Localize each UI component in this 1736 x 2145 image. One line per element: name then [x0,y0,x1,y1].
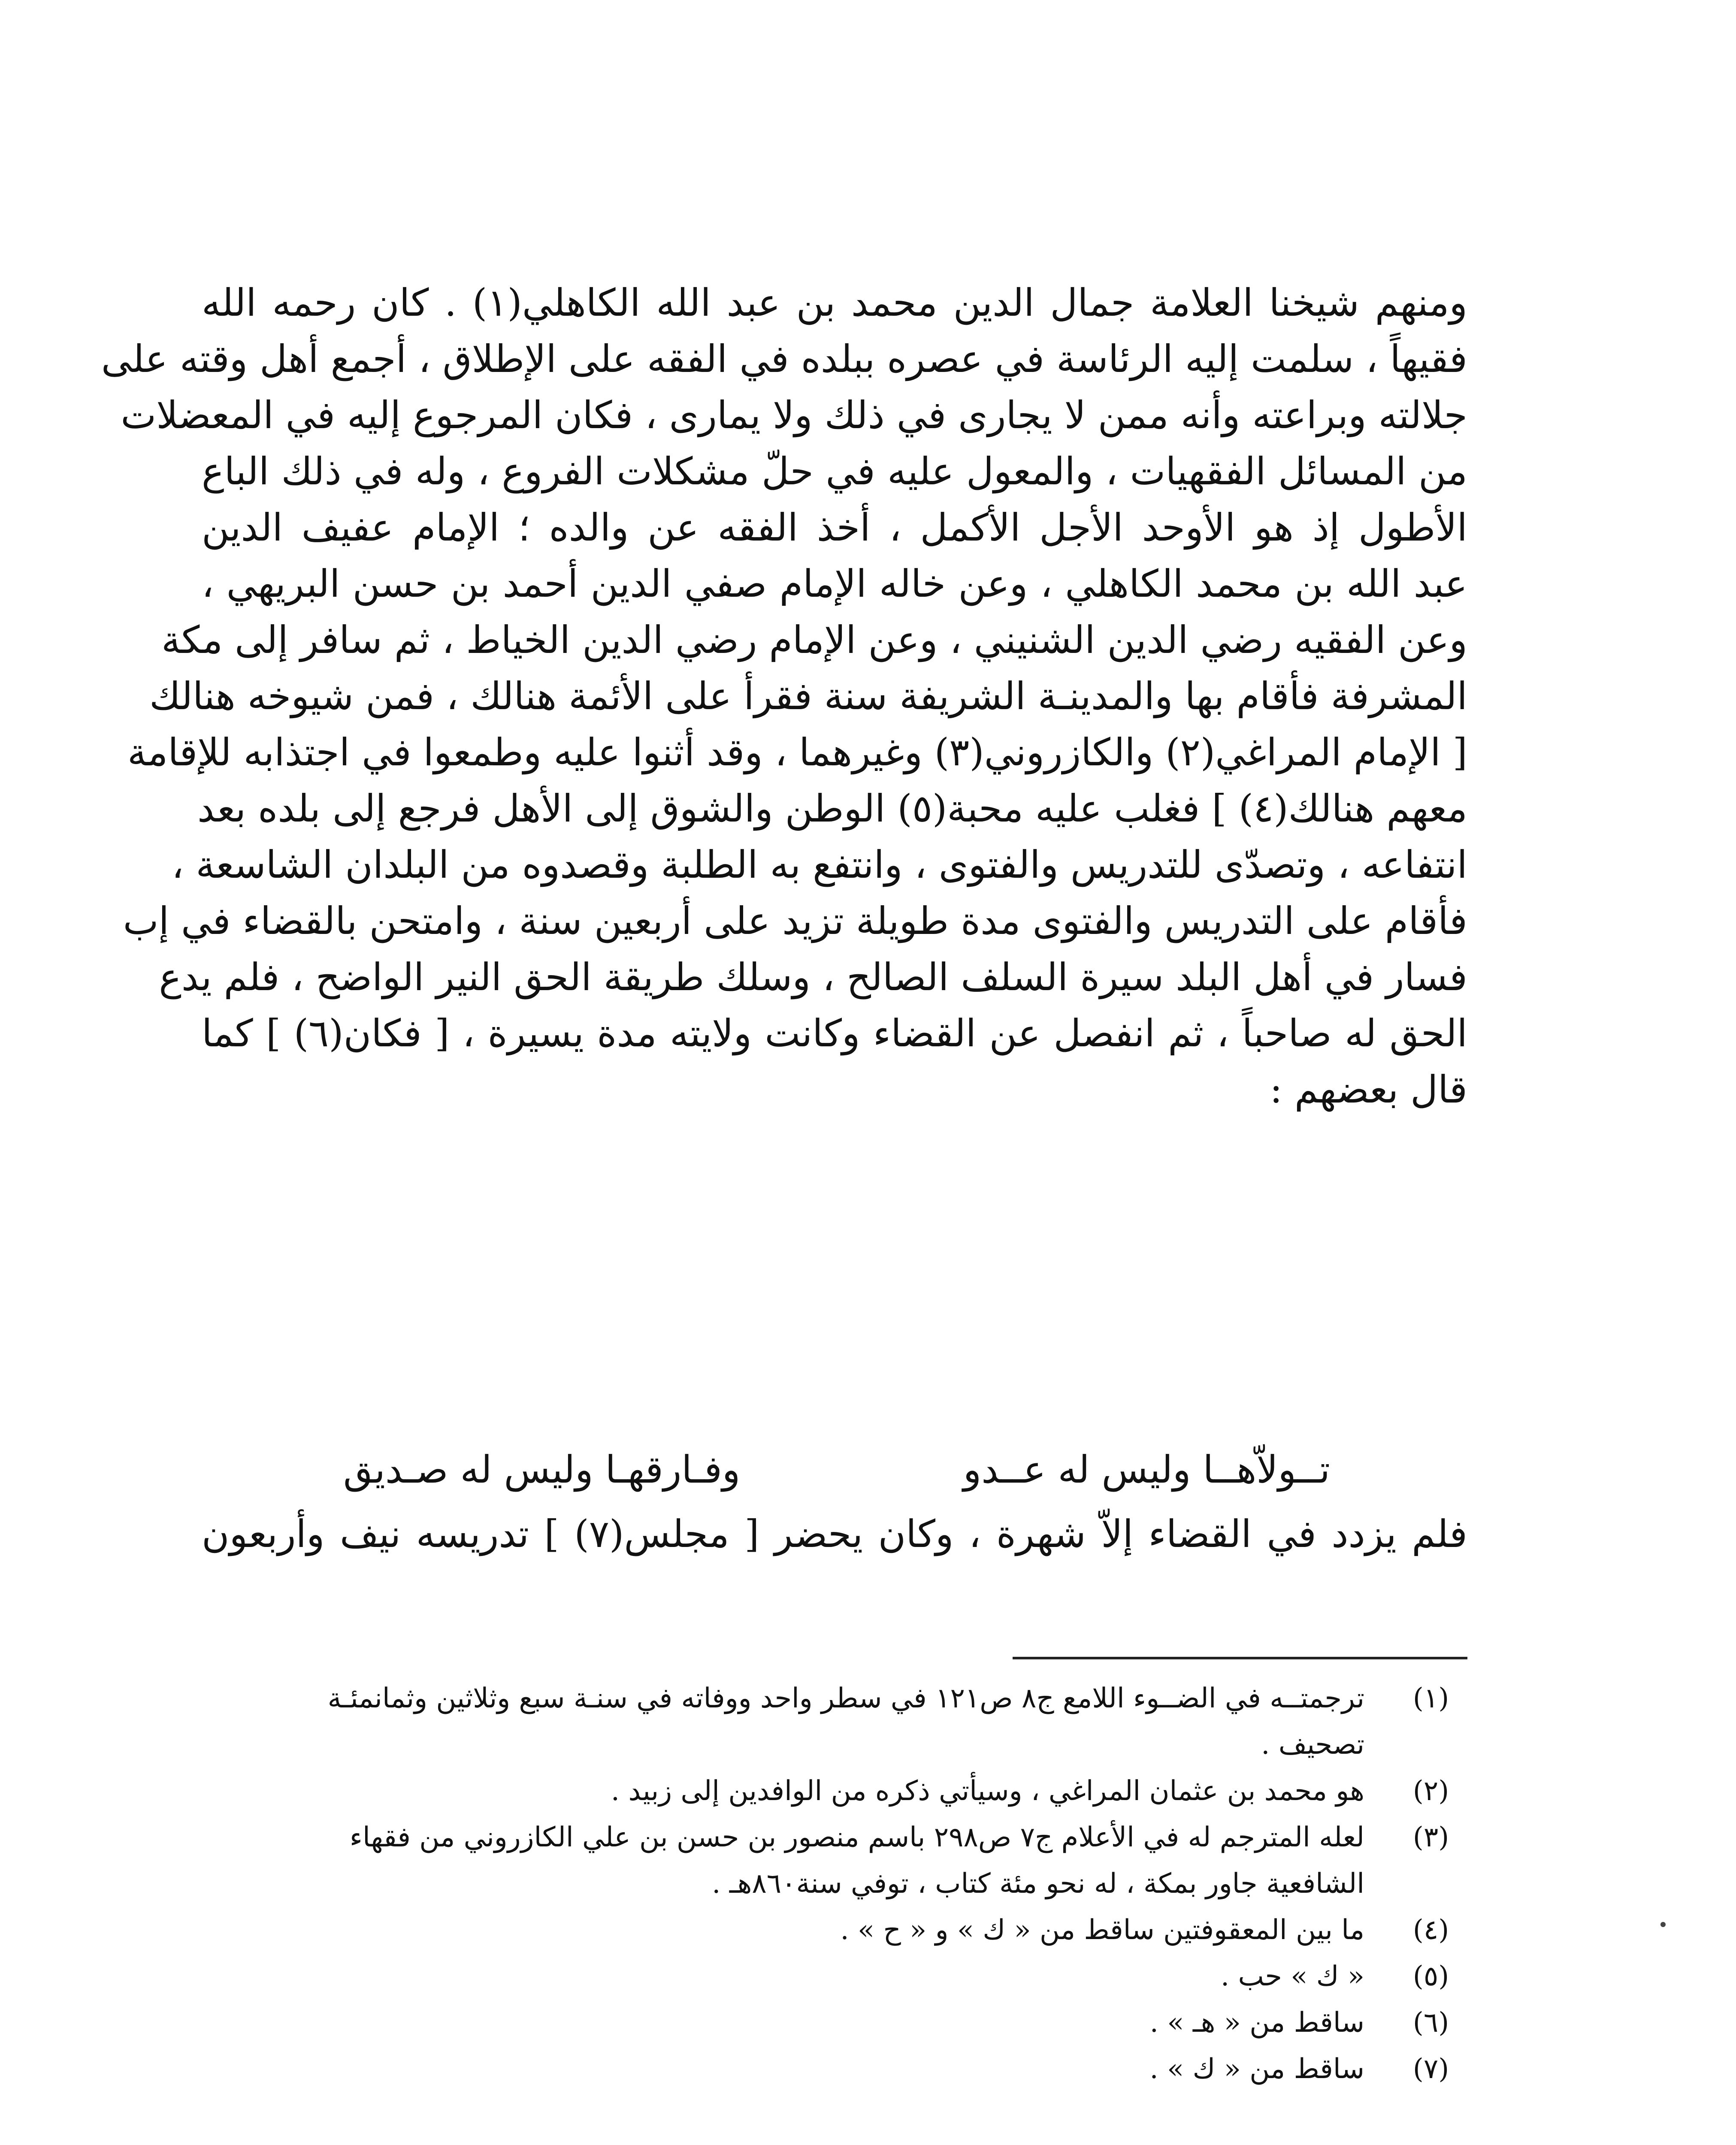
text-line-after-verse: فلم يزدد في القضاء إلاّ شهرة ، وكان يحضر [ مجلس(٧) ] تدريسه نيف وأربعون [202,1512,1467,1556]
footnote-text-continued: تصحيف . [1261,1729,1364,1761]
footnote-text: ترجمتــه في الضــوء اللامع ج٨ ص١٢١ في سطر واحد ووفاته في سنـة سبع وثلاثين وثمانمئـة [327,1683,1364,1714]
text-line: فسار في أهل البلد سيرة السلف الصالح ، وسلك طريقة الحق النير الواضح ، فلم يدع [159,955,1467,999]
text-line: انتفاعه ، وتصدّى للتدريس والفتوى ، وانتفع به الطلبة وقصدوه من البلدان الشاسعة ، [171,843,1467,887]
footnote-number: (٧) [1412,2053,1449,2085]
footnote-text-continued: الشافعية جاور بمكة ، له نحو مئة كتاب ، توفي سنة٨٦٠هـ . [712,1868,1364,1900]
footnote-number: (٥) [1412,1961,1449,1992]
main-text-block [101,275,1467,1118]
verse-first-hemistich: تــولاّهــا وليس له عــدو [963,1447,1330,1492]
text-line: وعن الفقيه رضي الدين الشنيني ، وعن الإمام رضي الدين الخياط ، ثم سافر إلى مكة [161,618,1467,662]
poetry-verse [343,1441,1330,1498]
footnote [202,1814,1467,1907]
footnote-number: (١) [1412,1683,1449,1714]
footnote-text: « ك » حب . [1220,1961,1364,1992]
text-line: معهم هنالك(٤) ] فغلب عليه محبة(٥) الوطن والشوق إلى الأهل فرجع إلى بلده بعد [197,786,1467,831]
footnote [202,1675,1467,1768]
verse-second-hemistich: وفـارقهـا وليس له صـديق [343,1447,741,1492]
text-line: جلالته وبراعته وأنه ممن لا يجارى في ذلك ولا يمارى ، فكان المرجوع إليه في المعضلات [121,393,1467,437]
footnote-text: هو محمد بن عثمان المراغي ، وسيأتي ذكره من الوافدين إلى زبيد . [611,1775,1364,1807]
text-line: الأطول إذ هو الأوحد الأجل الأكمل ، أخذ الفقه عن والده ؛ الإمام عفيف الدين [202,505,1467,550]
text-line: فأقام على التدريس والفتوى مدة طويلة تزيد على أربعين سنة ، وامتحن بالقضاء في إب [123,899,1467,943]
scan-speck [1660,1922,1666,1927]
text-line: المشرفة فأقام بها والمدينـة الشريفة سنة فقرأ على الأئمة هنالك ، فمن شيوخه هنالك [149,674,1467,718]
footnote [202,2046,1467,2092]
footnote-text: ساقط من « هـ » . [1149,2007,1364,2039]
footnotes-block [202,1675,1467,2092]
text-line: ومنهم شيخنا العلامة جمال الدين محمد بن عبد الله الكاهلي(١) . كان رحمه الله [202,281,1467,325]
text-line: عبد الله بن محمد الكاهلي ، وعن خاله الإمام صفي الدين أحمد بن حسن البريهي ، [202,562,1467,606]
footnote-number: (٢) [1412,1775,1449,1807]
text-line: الحق له صاحباً ، ثم انفصل عن القضاء وكانت ولايته مدة يسيرة ، [ فكان(٦) ] كما [202,1011,1467,1055]
footnote-number: (٦) [1412,2007,1449,2039]
footnote-number: (٣) [1412,1822,1449,1853]
footnote [202,1768,1467,1814]
footnote [202,1953,1467,2000]
text-line: من المسائل الفقهيات ، والمعول عليه في حلّ مشكلات الفروع ، وله في ذلك الباع [202,449,1467,493]
footnote-text: لعله المترجم له في الأعلام ج٧ ص٢٩٨ باسم منصور بن حسن بن علي الكازروني من فقهاء [349,1822,1364,1853]
footnote-text: ساقط من « ك » . [1149,2053,1364,2085]
footnote-text: ما بين المعقوفتين ساقط من « ك » و « ح » . [840,1914,1364,1946]
text-line: قال بعضهم : [1270,1067,1467,1112]
footnote-number: (٤) [1412,1914,1449,1946]
text-line: [ الإمام المراغي(٢) والكازروني(٣) وغيرهما ، وقد أثنوا عليه وطمعوا في اجتذابه للإقامة [127,730,1467,774]
text-line: فقيهاً ، سلمت إليه الرئاسة في عصره ببلده في الفقه على الإطلاق ، أجمع أهل وقته على [101,337,1467,381]
footnote [202,1907,1467,1953]
footnote-separator [1013,1657,1467,1659]
footnote [202,2000,1467,2046]
